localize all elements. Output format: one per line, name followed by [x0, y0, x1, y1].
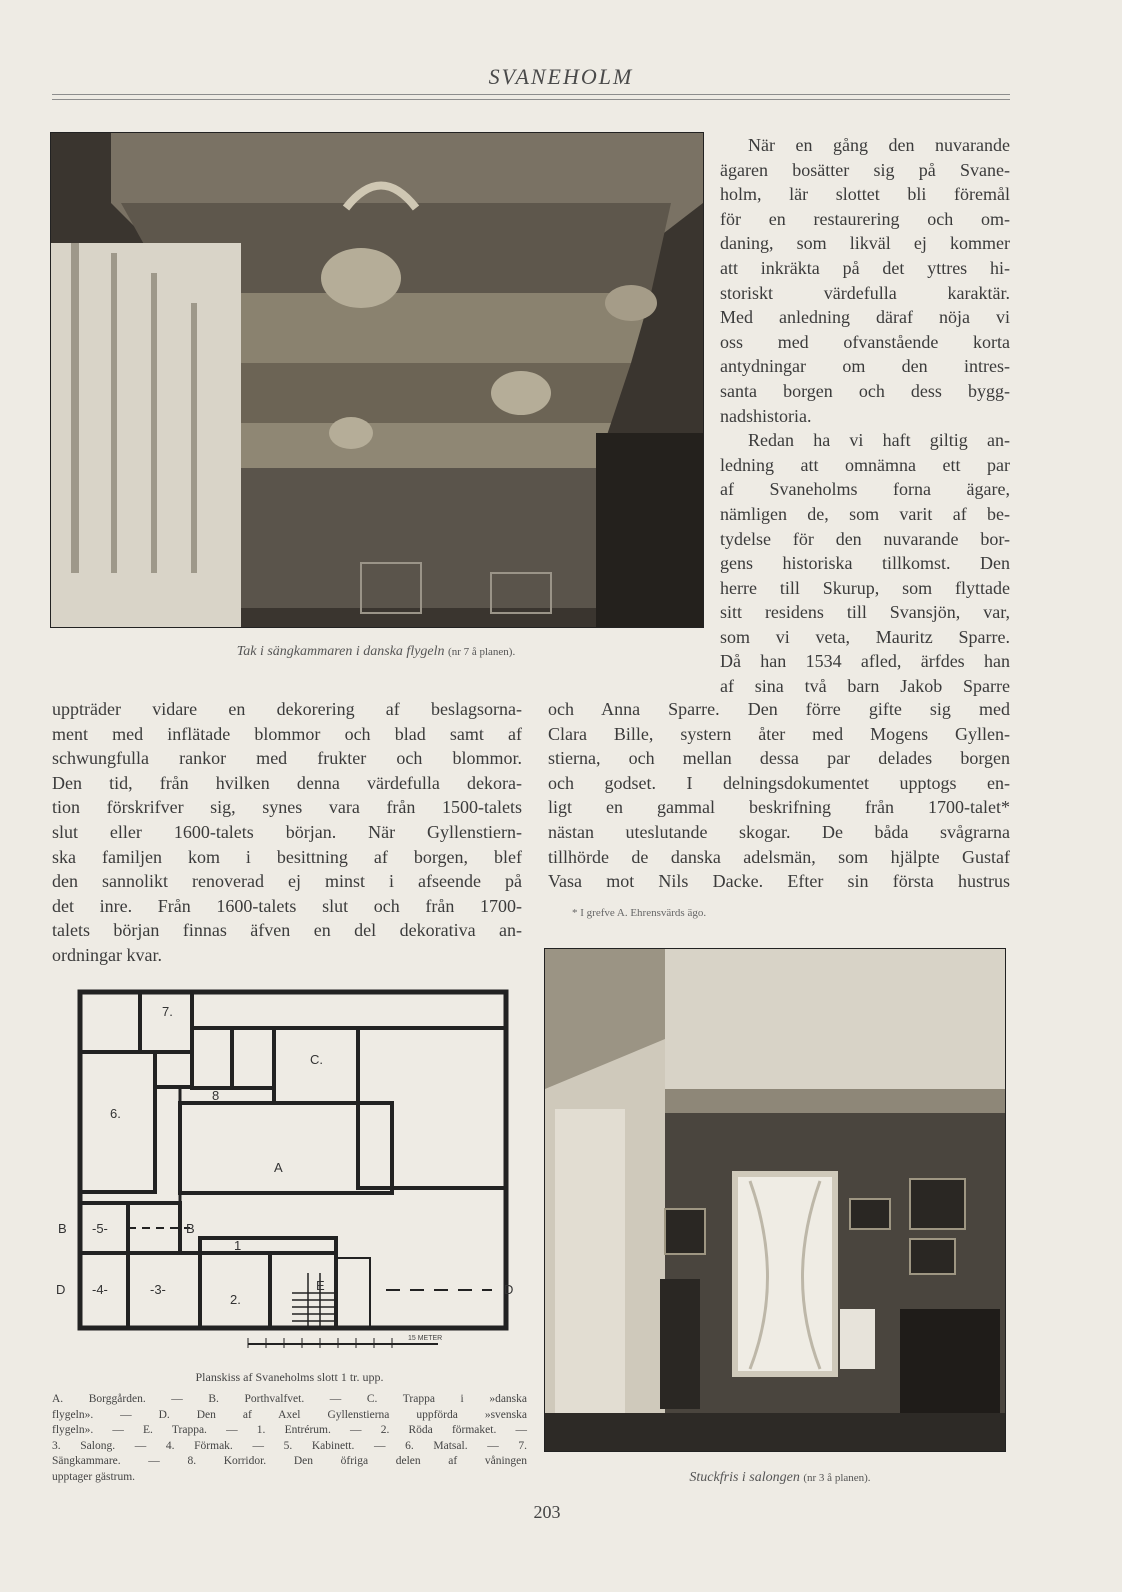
legend-line: 3. Salong. — 4. Förmak. — 5. Kabinett. — 6. Matsal. — 7.	[52, 1439, 527, 1452]
caption-bottom-photo-note: (nr 3 å planen).	[803, 1472, 871, 1484]
text-line: för en restaurering och om-	[720, 208, 1010, 229]
running-header: SVANEHOLM	[488, 64, 634, 89]
plan-label-1: 1	[234, 1238, 242, 1253]
text-line: herre till Skurup, som flyttade	[720, 577, 1010, 598]
plan-legend	[52, 1392, 527, 1485]
text-line: Redan ha vi haft giltig an-	[748, 430, 1010, 451]
text-line: af sina två barn Jakob Sparre	[720, 676, 1010, 697]
text-line: talets början finnas äfven en del dekorativa an-	[52, 920, 522, 941]
legend-line: flygeln». — D. Den af Axel Gyllenstierna uppförda »svenska	[52, 1408, 527, 1421]
text-line: Den tid, från hvilken denna värdefulla dekora-	[52, 772, 522, 793]
text-line: att inkräkta på det yttres hi-	[720, 257, 1010, 278]
photo-ceiling-bedchamber	[50, 132, 704, 628]
legend-line: flygeln». — E. Trappa. — 1. Entrérum. — 2. Röda förmaket. —	[52, 1424, 527, 1436]
text-line: nästan uteslutande skogar. De båda svågrarna	[548, 821, 1010, 842]
plan-label-b-left: B	[58, 1221, 67, 1236]
text-line: sitt residens till Svansjön, var,	[720, 602, 1010, 623]
text-line: ägaren bosätter sig på Svane-	[720, 159, 1010, 180]
text-line: daning, som likväl ej kommer	[720, 233, 1010, 254]
text-line: tillhörde de danska adelsmän, som hjälpte Gustaf	[548, 846, 1010, 867]
text-line: nadshistoria.	[720, 405, 812, 426]
legend-line: A. Borggården. — B. Porthvalfvet. — C. Trappa i »danska	[52, 1393, 527, 1405]
left-column-text	[52, 697, 522, 968]
text-line: ska familjen kom i besittning af borgen, blef	[52, 846, 522, 867]
plan-caption: Planskiss af Svaneholms slott 1 tr. upp.	[195, 1370, 384, 1384]
legend-line: upptager gästrum.	[52, 1470, 136, 1483]
text-line: holm, lär slottet bli föremål	[720, 184, 1010, 205]
text-line: antydningar om den intres-	[720, 356, 1010, 377]
text-line: När en gång den nuvarande	[748, 135, 1010, 155]
text-line: stierna, och mellan dessa par delades borgen	[548, 748, 1010, 769]
text-line: Då han 1534 afled, ärfdes han	[720, 651, 1010, 672]
text-line: tydelse för den nuvarande bor-	[720, 528, 1010, 549]
plan-label-a: A	[274, 1160, 283, 1175]
floor-plan	[52, 988, 527, 1358]
text-line: oss med ofvanstående korta	[720, 331, 1010, 352]
photo-salon	[544, 948, 1006, 1452]
plan-label-e: E	[316, 1278, 325, 1293]
text-line: och godset. I delningsdokumentet upptogs en-	[548, 772, 1010, 793]
text-line: Vasa mot Nils Dacke. Efter sin första hustrus	[548, 871, 1010, 892]
plan-label-4: -4-	[92, 1282, 108, 1297]
text-line: nämligen de, som varit af be-	[720, 503, 1010, 524]
text-line: uppträder vidare en dekorering af beslagsorna-	[52, 699, 522, 719]
plan-label-8: 8	[212, 1088, 220, 1103]
text-line: ligt en gammal beskrifning från 1700-talet*	[548, 797, 1010, 818]
plan-label-b-right: B	[186, 1221, 195, 1236]
caption-bottom-photo	[600, 1470, 960, 1486]
plan-label-7: 7.	[162, 1004, 173, 1019]
caption-top-photo	[50, 644, 702, 660]
middle-column-text	[548, 697, 1010, 894]
page-number: 203	[533, 1502, 561, 1522]
text-line: det inre. Från 1600-talets slut och från 1700-	[52, 895, 522, 916]
plan-label-6: 6.	[110, 1106, 121, 1121]
plan-label-d-right: D	[504, 1282, 514, 1297]
caption-top-photo-note: (nr 7 å planen).	[448, 646, 516, 658]
text-line: santa borgen och dess bygg-	[720, 380, 1010, 401]
plan-scale-label: 15 METER	[408, 1335, 443, 1342]
text-line: tion förskrifver sig, synes vara från 1500-talets	[52, 797, 522, 818]
text-line: gens historiska tillkomst. Den	[720, 553, 1010, 574]
footnote: * I grefve A. Ehrensvärds ägo.	[572, 907, 707, 919]
header-rule-2	[52, 99, 1010, 100]
text-line: slut eller 1600-talets början. När Gyllenstiern-	[52, 821, 522, 842]
text-line: storiskt värdefulla karaktär.	[720, 282, 1010, 303]
legend-line: Sängkammare. — 8. Korridor. Den öfriga delen af våningen	[52, 1455, 527, 1467]
header-rule	[52, 94, 1010, 95]
text-line: Clara Bille, systern åter med Mogens Gyllen-	[548, 723, 1010, 744]
text-line: ledning att omnämna ett par	[720, 454, 1010, 475]
right-column-text	[720, 133, 1010, 699]
plan-label-5: -5-	[92, 1221, 108, 1236]
text-line: den sannolikt renoverad ej minst i afseende på	[52, 871, 522, 892]
plan-label-2: 2.	[230, 1292, 241, 1307]
text-line: ment med inflätade blommor och blad samt af	[52, 723, 522, 744]
plan-label-d-left: D	[56, 1282, 66, 1297]
text-line: schwungfulla rankor med frukter och blommor.	[52, 748, 522, 769]
floor-plan-drawing	[52, 988, 527, 1358]
text-line: ordningar kvar.	[52, 944, 162, 965]
text-line: Med anledning däraf nöja vi	[720, 307, 1010, 328]
plan-label-3: -3-	[150, 1282, 166, 1297]
text-line: och Anna Sparre. Den förre gifte sig med	[548, 699, 1010, 719]
text-line: som vi veta, Mauritz Sparre.	[720, 626, 1010, 647]
text-line: af Svaneholms forna ägare,	[720, 479, 1010, 500]
caption-bottom-photo-title: Stuckfris i salongen	[689, 1470, 800, 1485]
plan-label-c: C.	[310, 1052, 323, 1067]
caption-top-photo-title: Tak i sängkammaren i danska flygeln	[236, 644, 445, 659]
